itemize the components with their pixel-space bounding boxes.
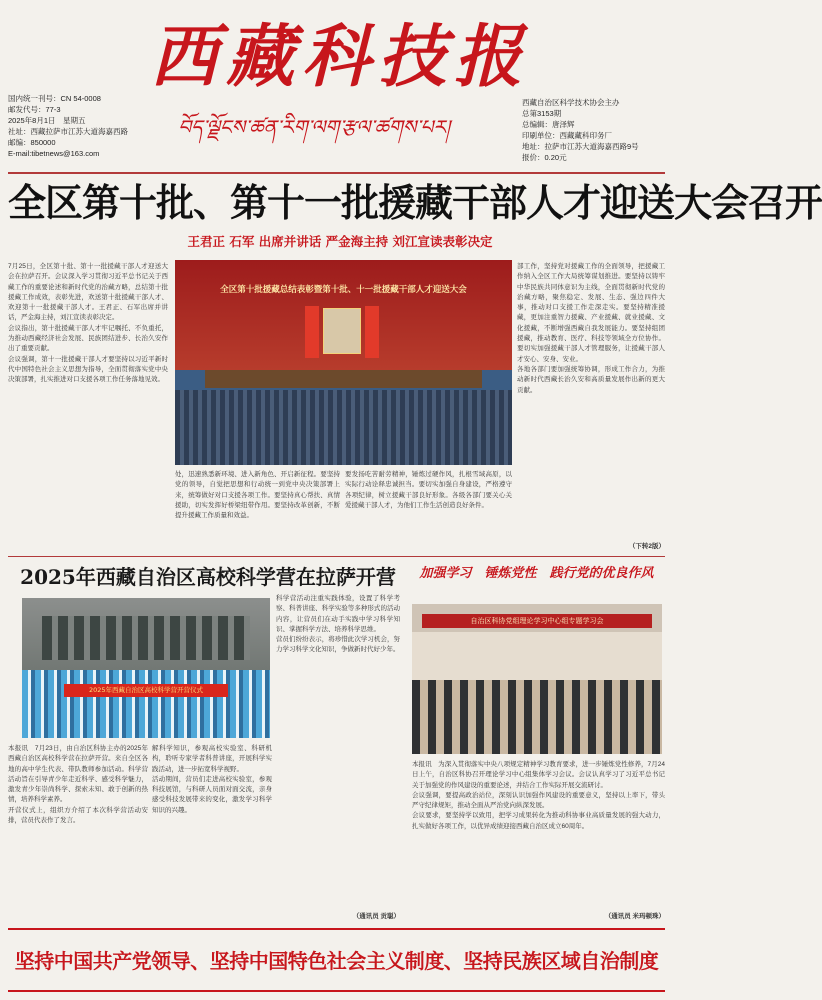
postal-code-line: 邮发代号：77-3 [8, 105, 61, 114]
issn-line: 国内统一刊号：CN 54-0008 [8, 94, 101, 103]
story2-body-right: 科学营活动注重实践体验，设置了科学考察、科普讲座、科学实验等多种形式的活动内容，让营员们在动手实践中学习科学知识、掌握科学方法、培养科学思维。 营员们纷纷表示，将珍惜此次学习机会，努力学习科学文化知识，争做新时代好少年。 [276, 595, 400, 654]
story2-headline: 2025年西藏自治区高校科学营在拉萨开营 [20, 565, 396, 589]
issue-number-line: 总第3153期 [522, 109, 562, 118]
sponsor-line: 西藏自治区科学技术协会主办 [522, 98, 620, 107]
printer-line: 印刷单位：西藏藏科印务厂 [522, 131, 612, 140]
lead-photo-banner: 全区第十批援藏总结表彰暨第十批、十一批援藏干部人才迎送大会 [220, 285, 467, 295]
masthead-title: 西藏科技报 [150, 17, 531, 97]
lead-photo-portrait [323, 308, 361, 354]
address-line: 社址：西藏拉萨市江苏大道海嘉西路 [8, 127, 128, 136]
story2-body-mid: 解科学知识，参观高校实验室、科研机构，聆听专家学者科普讲座，开展科学实践活动，进一步拓宽科学视野。 活动期间，营员们走进高校实验室，参观科技展馆，与科研人员面对面交流，亲身感受科技发展带来的变化，激发学习科学知识的兴趣。 [152, 745, 272, 814]
story3-photo [412, 604, 662, 754]
story2-photo [22, 598, 270, 738]
lead-photo-audience [175, 390, 512, 465]
story3-headline: 加强学习 锤炼党性 践行党的优良作风 [419, 566, 654, 581]
story3-photo-banner: 自治区科协党组理论学习中心组专题学习会 [422, 614, 652, 628]
masthead-right-info [522, 97, 667, 163]
editor-line: 总编辑：唐泽辉 [522, 120, 575, 129]
lead-photo-flag-left [305, 306, 319, 358]
lead-body-col4: 部工作，坚持党对援藏工作的全面领导，把援藏工作纳入全区工作大局统筹谋划推进。要坚持以铸牢中华民族共同体意识为主线，全面贯彻新时代党的治藏方略，聚焦稳定、发展、生态、强边四件大事，推动对口支援工作走深走实。要坚持精准援藏，更加注重智力援藏、产业援藏、就业援藏、文化援藏，不断增强西藏自我发展能力。要坚持组团援藏，推动教育、医疗、科技等领域全方位协作。要切实加强援藏干部人才管理服务，让援藏干部人才安心、安身、安业。 各地各部门要加强统筹协调，形成工作合力，为推动新时代西藏长治久安和高质量发展作出新的更大贡献。 [517, 263, 665, 394]
masthead-divider [8, 172, 665, 174]
lead-body-col1: 7月25日，全区第十批、第十一批援藏干部人才迎送大会在拉萨召开。会议深入学习贯彻习近平总书记关于西藏工作的重要论述和新时代党的治藏方略，总结第十批援藏工作成效，表彰先进，欢送第十批援藏干部人才、欢迎第十一批援藏干部人才。王君正、石军出席并讲话，严金海主持，刘江宣读表彰决定。 会议指出，第十批援藏干部人才牢记嘱托、不负重托，为推动西藏经济社会发展、民族团结进步、长治久安作出了重要贡献。 会议强调，第十一批援藏干部人才要坚持以习近平新时代中国特色社会主义思想为指导，全面贯彻落实党中央决策部署，扎实推进对口支援各项工作任务落地见效。 [8, 263, 168, 384]
zip-line: 邮编：850000 [8, 138, 56, 147]
lead-continued-note: （下转2版） [628, 543, 665, 550]
story3-body: 本报讯 为深入贯彻落实中央八项规定精神学习教育要求，进一步锤炼党性修养，7月24日上午，自治区科协召开理论学习中心组集体学习会议。会议认真学习了习近平总书记关于加强党的作风建设的重要论述，并结合工作实际开展交流研讨。 会议强调，要提高政治站位，深刻认识加强作风建设的重要意义，坚持以上率下，带头严守纪律规矩，推动全面从严治党向纵深发展。 会议要求，要坚持学以致用，把学习成果转化为推动科协事业高质量发展的强大动力，扎实做好各项工作，以优异成绩迎接西藏自治区成立60周年。 [412, 761, 665, 830]
masthead-left-info [8, 93, 178, 159]
story2-photo-banner: 2025年西藏自治区高校科学营开营仪式 [64, 684, 228, 697]
date-line: 2025年8月1日 星期五 [8, 116, 86, 125]
story3-photo-table [412, 680, 662, 754]
lead-body-col3: 要发扬吃苦耐劳精神，锤炼过硬作风，扎根雪域高原，以实际行动诠释忠诚担当。要切实加强自身建设，严格遵守各项纪律，树立援藏干部良好形象。各级各部门要关心关爱援藏干部人才，为他们工作生活创造良好条件。 [345, 471, 512, 509]
masthead [0, 0, 673, 170]
footer-banner [8, 928, 665, 992]
lead-photo-flag-right [365, 306, 379, 358]
lead-photo-rostrum [205, 370, 482, 388]
lead-photo [175, 260, 512, 465]
story2-photo-group [22, 670, 270, 738]
printer-address-line: 地址：拉萨市江苏大道海嘉西路9号 [522, 142, 639, 151]
masthead-tibetan-title: བོད་ལྗོངས་ཚན་རིག་ལག་རྩལ་ཚགས་པར། [178, 115, 450, 139]
lead-body-col2: 处，迅速熟悉新环境、进入新角色、开启新征程。要坚持党的领导，自觉把思想和行动统一到党中央决策部署上来，统筹做好对口支援各项工作。要坚持真心帮扶、真情援助，切实发挥好桥梁纽带作用。要坚持改革创新，不断提升援藏工作质量和效益。 [175, 471, 340, 520]
footer-slogan: 坚持中国共产党领导、坚持中国特色社会主义制度、坚持民族区域自治制度 [14, 949, 659, 973]
section-divider [8, 556, 665, 557]
story3-byline: （通讯员 米玛顿珠） [604, 913, 665, 920]
email-line: E-mail:tibetnews@163.com [8, 149, 100, 158]
lead-subhead: 王君正 石军 出席并讲话 严金海主持 刘江宣读表彰决定 [187, 234, 493, 249]
story2-byline: （通讯员 贡聪） [352, 913, 400, 920]
story3-photo-wall [412, 632, 662, 680]
story2-photo-windows [42, 616, 250, 660]
price-line: 报价：0.20元 [522, 153, 567, 162]
story2-body-left: 本报讯 7月23日，由自治区科协主办的2025年西藏自治区高校科学营在拉萨开营。来自全区各地的高中学生代表、带队教师参加活动。科学营活动旨在引导青少年走近科学、感受科学魅力，激发青少年崇尚科学、探索未知、敢于创新的热情，培养科学素养。 开营仪式上，组织方介绍了本次科学营活动安排，营员代表作了发言。 [8, 745, 148, 825]
lead-headline: 全区第十批、第十一批援藏干部人才迎送大会召开 [8, 180, 822, 225]
